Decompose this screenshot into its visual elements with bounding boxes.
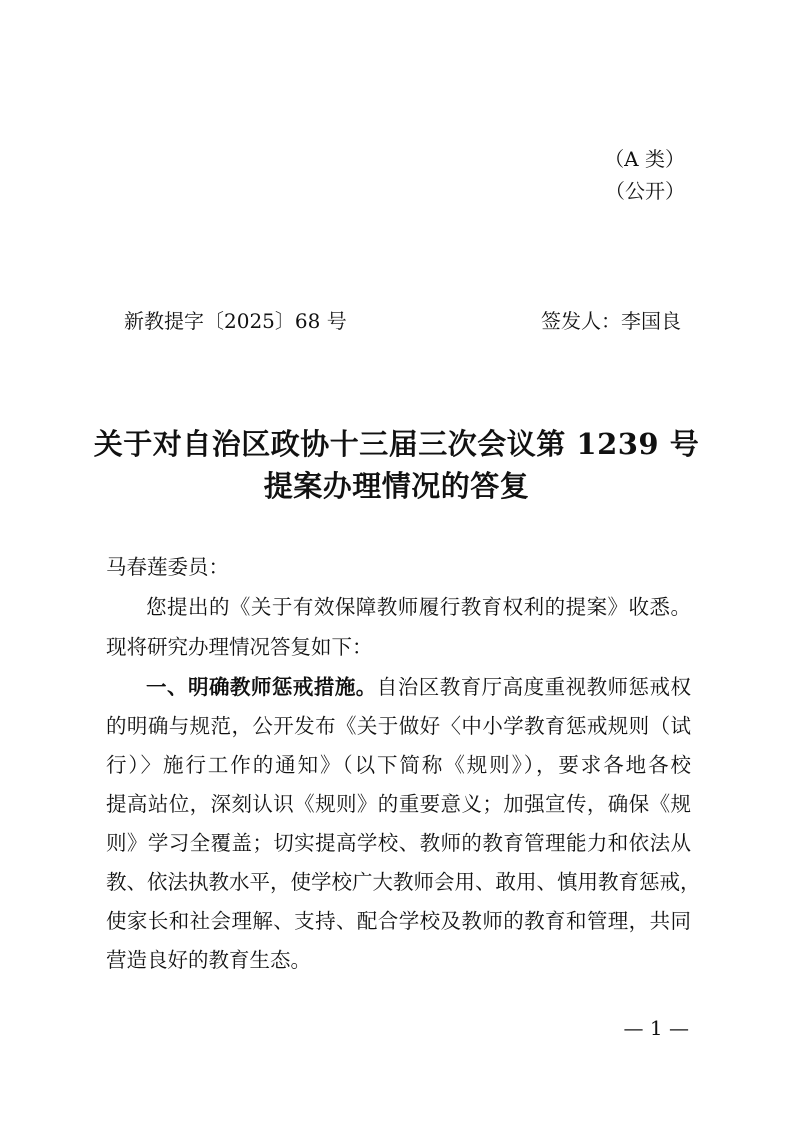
section-1-line-8: 营造良好的教育生态。 <box>106 948 311 972</box>
section-1-line-1 <box>146 673 691 701</box>
section-1-heading: 一、明确教师惩戒措施。 <box>146 675 377 699</box>
classification-label: （A 类） <box>604 147 685 171</box>
section-1-line-5: 则》学习全覆盖；切实提高学校、教师的教育管理能力和依法从 <box>106 831 691 855</box>
signer: 签发人：李国良 <box>541 309 681 333</box>
section-1-line-6: 教、依法执教水平，使学校广大教师会用、敢用、慎用教育惩戒， <box>106 870 701 894</box>
section-1-line-2: 的明确与规范，公开发布《关于做好〈中小学教育惩戒规则（试 <box>106 714 691 738</box>
intro-line-1: 您提出的《关于有效保障教师履行教育权利的提案》收悉。 <box>146 595 691 619</box>
section-1-line-3: 行）〉施行工作的通知》（以下简称《规则》），要求各地各校 <box>106 753 691 777</box>
page-number: — 1 — <box>623 1016 689 1040</box>
section-1-line-7: 使家长和社会理解、支持、配合学校及教师的教育和管理，共同 <box>106 909 691 933</box>
salutation: 马春莲委员： <box>106 555 229 579</box>
section-1-line-4: 提高站位，深刻认识《规则》的重要意义；加强宣传，确保《规 <box>106 792 691 816</box>
document-number: 新教提字〔2025〕68 号 <box>124 309 347 333</box>
document-title-line-1: 关于对自治区政协十三届三次会议第 1239 号 <box>93 427 700 461</box>
disclosure-label: （公开） <box>605 179 685 203</box>
document-title-line-2: 提案办理情况的答复 <box>263 469 530 503</box>
intro-line-2: 现将研究办理情况答复如下： <box>106 635 373 659</box>
section-1-line-1-text: 自治区教育厅高度重视教师惩戒权 <box>376 675 692 699</box>
